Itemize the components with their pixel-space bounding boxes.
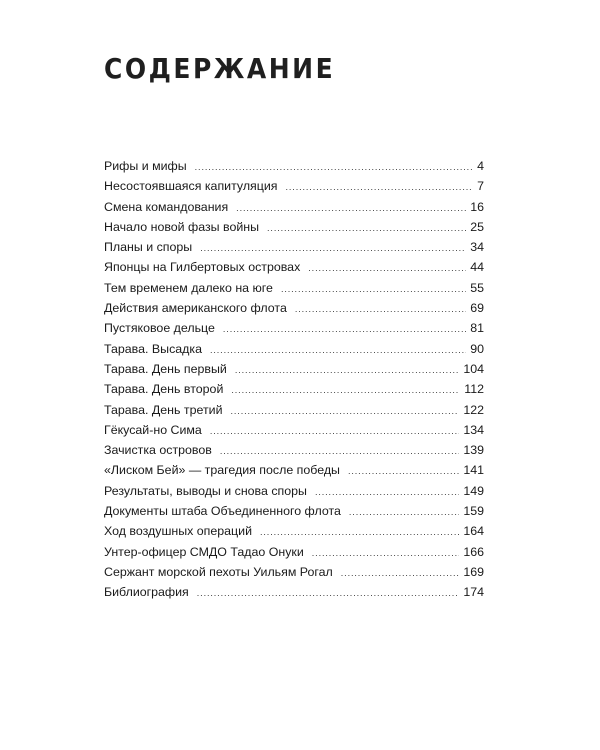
dot-leader: [200, 243, 466, 253]
toc-entry-page: 166: [463, 544, 484, 559]
toc-entry-title: «Лиском Бей» — трагедия после победы: [104, 463, 340, 478]
dot-leader: [223, 324, 466, 334]
toc-entry-title: Ход воздушных операций: [104, 524, 252, 539]
toc-entry: [104, 281, 484, 301]
dot-leader: [236, 203, 466, 213]
toc-entry-page: 164: [463, 524, 484, 539]
toc-entry: [104, 504, 484, 524]
toc-entry-page: 69: [470, 301, 484, 316]
toc-entry-title: Результаты, выводы и снова споры: [104, 483, 307, 498]
dot-leader: [281, 284, 466, 294]
toc-entry-page: 141: [463, 463, 484, 478]
toc-entry-page: 90: [470, 341, 484, 356]
toc-entry-page: 4: [477, 159, 484, 173]
toc-entry-page: 44: [470, 260, 484, 275]
toc-entry-title: Тем временем далеко на юге: [104, 280, 273, 295]
toc-entry-page: 159: [463, 504, 484, 519]
dot-leader: [267, 223, 466, 233]
toc-entry-title: Действия американского флота: [104, 301, 287, 316]
toc-entry: [104, 463, 484, 483]
toc-entry: [104, 179, 484, 199]
toc-entry: [104, 585, 484, 605]
dot-leader: [231, 406, 460, 416]
toc-entry: [104, 301, 484, 321]
toc-entry: [104, 423, 484, 443]
toc-entry-title: Пустяковое дельце: [104, 321, 215, 336]
toc-entry: [104, 240, 484, 260]
dot-leader: [210, 426, 460, 436]
dot-leader: [235, 365, 459, 375]
toc-entry: [104, 321, 484, 341]
toc-entry: [104, 220, 484, 240]
toc-entry-title: Тарава. День первый: [104, 361, 227, 376]
toc-entry-page: 55: [470, 280, 484, 295]
toc-entry: [104, 565, 484, 585]
toc-entry: [104, 342, 484, 362]
toc-entry-title: Начало новой фазы войны: [104, 219, 260, 234]
toc-entry-page: 25: [470, 219, 484, 234]
dot-leader: [348, 466, 459, 476]
dot-leader: [286, 182, 474, 192]
toc-entry: [104, 362, 484, 382]
toc-entry-title: Тарава. День третий: [104, 402, 223, 417]
dot-leader: [220, 446, 459, 456]
dot-leader: [195, 162, 473, 172]
toc-entry-page: 104: [463, 361, 484, 376]
toc-entry: [104, 545, 484, 565]
toc-entry-title: Тарава. Высадка: [104, 341, 202, 356]
dot-leader: [197, 588, 460, 598]
dot-leader: [315, 487, 459, 497]
toc-entry-title: Документы штаба Объединенного флота: [104, 504, 341, 519]
toc-entry-title: Японцы на Гилбертовых островах: [104, 260, 301, 275]
table-of-contents: [104, 159, 484, 606]
toc-entry: [104, 260, 484, 280]
toc-entry-title: Смена командования: [104, 199, 229, 214]
toc-entry-page: 34: [470, 240, 484, 255]
dot-leader: [210, 345, 466, 355]
toc-entry-page: 16: [470, 199, 484, 214]
toc-entry: [104, 159, 484, 179]
dot-leader: [341, 568, 460, 578]
dot-leader: [295, 304, 466, 314]
toc-entry-title: Библиография: [104, 585, 189, 600]
toc-entry-page: 169: [463, 564, 484, 579]
toc-entry-page: 112: [464, 382, 484, 397]
toc-entry-title: Унтер-офицер СМДО Тадао Онуки: [104, 544, 304, 559]
toc-entry: [104, 200, 484, 220]
toc-entry-page: 134: [463, 422, 484, 437]
toc-entry-page: 7: [477, 179, 484, 194]
toc-entry-title: Гёкусай-но Сима: [104, 422, 202, 437]
toc-entry-page: 174: [463, 585, 484, 600]
toc-entry-title: Тарава. День второй: [104, 382, 224, 397]
toc-entry: [104, 524, 484, 544]
toc-entry-title: Планы и споры: [104, 240, 193, 255]
toc-entry: [104, 484, 484, 504]
toc-entry-title: Рифы и мифы: [104, 159, 187, 173]
toc-entry-page: 122: [463, 402, 484, 417]
toc-entry-title: Зачистка островов: [104, 443, 212, 458]
dot-leader: [231, 385, 460, 395]
toc-entry: [104, 443, 484, 463]
toc-entry: [104, 403, 484, 423]
toc-entry: [104, 382, 484, 402]
dot-leader: [312, 548, 460, 558]
toc-entry-title: Сержант морской пехоты Уильям Рогал: [104, 564, 333, 579]
toc-entry-page: 81: [470, 321, 484, 336]
toc-entry-title: Несостоявшаяся капитуляция: [104, 179, 278, 194]
dot-leader: [308, 263, 466, 273]
dot-leader: [260, 527, 459, 537]
toc-entry-page: 149: [463, 483, 484, 498]
toc-entry-page: 139: [463, 443, 484, 458]
page-title: СОДЕРЖАНИЕ: [104, 52, 336, 85]
dot-leader: [349, 507, 459, 517]
